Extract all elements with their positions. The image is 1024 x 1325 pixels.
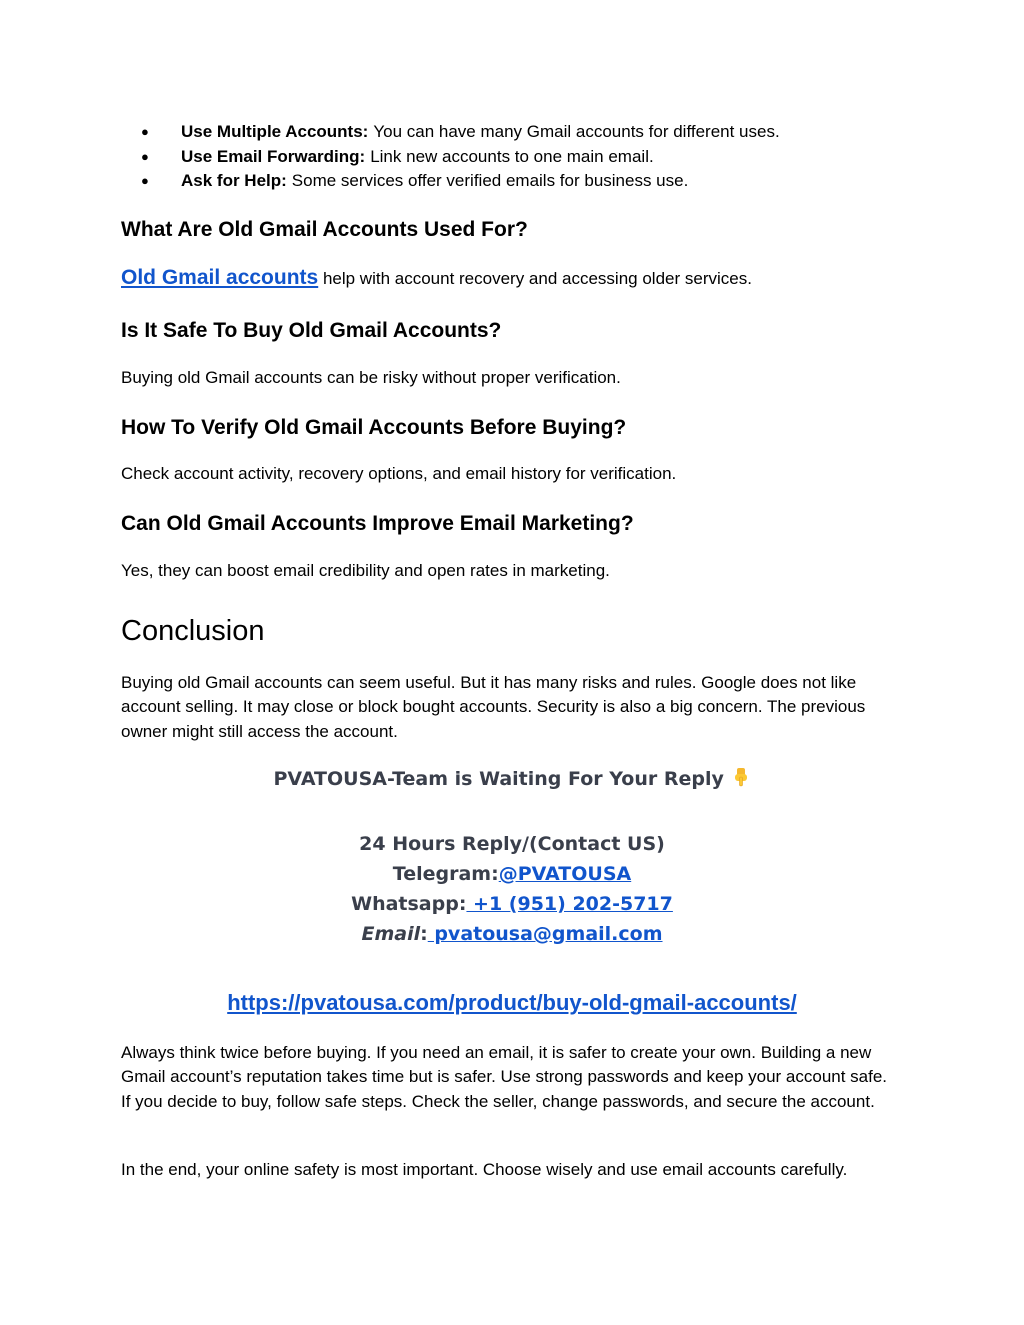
bullet-term: Use Multiple Accounts: (181, 122, 369, 141)
conclusion-paragraph: Always think twice before buying. If you need an email, it is safer to create your own. Building a new Gmail account’s reputation takes time but is safer. Use strong passwords and keep your account safe. If you decide to buy, follow safe steps. Check the seller, change passwords, and secure the account. (121, 1043, 888, 1111)
faq-answer: Check account activity, recovery options, and email history for verification. (121, 464, 677, 483)
email-line (121, 919, 903, 949)
bullet-text: Some services offer verified emails for business use. (291, 171, 689, 190)
faq-answer-text: help with account recovery and accessing older services. (318, 269, 752, 288)
bullet-term: Ask for Help: (181, 171, 287, 190)
old-gmail-accounts-link[interactable]: Old Gmail accounts (121, 266, 319, 289)
whatsapp-label: Whatsapp: (351, 893, 467, 915)
product-url-line (121, 990, 903, 1016)
whatsapp-line (121, 889, 903, 919)
conclusion-paragraph: Buying old Gmail accounts can seem useful. But it has many risks and rules. Google does not like account selling. It may close or block bought accounts. Security is also a big concern. The previous owner might still access the account. (121, 673, 866, 741)
email-colon: : (420, 923, 428, 945)
list-item: ● Use Multiple Accounts: You can have many Gmail accounts for different uses. (141, 120, 780, 145)
email-label: Email (361, 923, 421, 945)
product-url-link[interactable]: https://pvatousa.com/product/buy-old-gmail-accounts/ (227, 990, 797, 1015)
pointing-down-icon (731, 767, 751, 787)
faq-answer (121, 266, 752, 291)
bullet-text: Link new accounts to one main email. (370, 146, 654, 166)
faq-question: Can Old Gmail Accounts Improve Email Marketing? (121, 512, 634, 535)
contact-block (121, 829, 903, 949)
waiting-text: PVATOUSA-Team is Waiting For Your Reply (273, 768, 724, 790)
faq-answer: Buying old Gmail accounts can be risky without proper verification. (121, 368, 621, 387)
bullet-text: You can have many Gmail accounts for different uses. (373, 122, 780, 141)
list-item: ● Ask for Help: Some services offer verified emails for business use. (141, 169, 780, 194)
tips-list (141, 120, 780, 194)
conclusion-heading: Conclusion (121, 615, 265, 647)
bullet-term: Use Email Forwarding: (181, 146, 366, 166)
telegram-label: Telegram: (392, 863, 499, 885)
faq-question: How To Verify Old Gmail Accounts Before Buying? (121, 416, 627, 439)
telegram-line (121, 859, 903, 889)
faq-question: Is It Safe To Buy Old Gmail Accounts? (121, 319, 502, 342)
waiting-line (121, 764, 903, 794)
reply-line: 24 Hours Reply/(Contact US) (359, 833, 665, 855)
faq-answer: Yes, they can boost email credibility and open rates in marketing. (121, 561, 610, 580)
faq-question: What Are Old Gmail Accounts Used For? (121, 218, 528, 241)
email-link[interactable]: pvatousa@gmail.com (427, 923, 663, 945)
conclusion-paragraph: In the end, your online safety is most important. Choose wisely and use email accounts carefully. (121, 1160, 848, 1179)
whatsapp-link[interactable]: +1 (951) 202-5717 (466, 893, 673, 915)
telegram-link[interactable]: @PVATOUSA (498, 863, 632, 885)
list-item: ● Use Email Forwarding: Link new accounts to one main email. (141, 145, 780, 170)
